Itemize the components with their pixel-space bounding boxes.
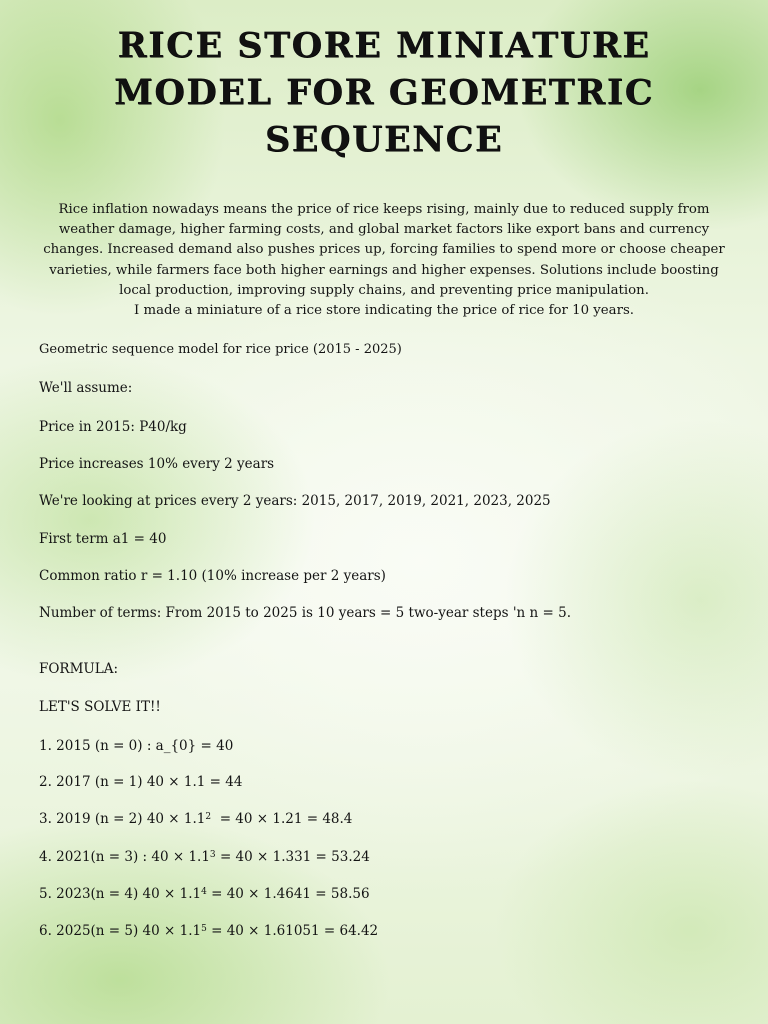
assume-label: We'll assume: (39, 380, 133, 396)
step-1: 1. 2015 (n = 0) : a_{0} = 40 (39, 738, 234, 754)
step-5-base: 5. 2023(n = 4) 40 × 1.1 (39, 886, 202, 902)
formula-label: FORMULA: (39, 661, 119, 677)
years-list: We're looking at prices every 2 years: 2015, 2017, 2019, 2021, 2023, 2025 (39, 493, 551, 509)
step-6-base: 6. 2025(n = 5) 40 × 1.1 (39, 923, 202, 939)
step-4-result: = 40 × 1.331 = 53.24 (215, 849, 370, 865)
step-3 (39, 810, 352, 828)
step-5 (39, 885, 370, 903)
step-4-exponent: 3 (209, 850, 216, 860)
step-6-exponent: 5 (201, 924, 207, 934)
number-of-terms: Number of terms: From 2015 to 2025 is 10 years = 5 two-year steps 'n n = 5. (39, 605, 571, 621)
title-line-2: MODEL FOR GEOMETRIC (114, 72, 654, 113)
step-5-exponent: 4 (201, 887, 207, 897)
step-3-base: 3. 2019 (n = 2) 40 × 1.1 (39, 811, 206, 827)
intro-paragraph: Rice inflation nowadays means the price of rice keeps rising, mainly due to reduced supply from weather damage, higher farming costs, and global market factors like export bans and currency changes. Increased demand also pushes prices up, forcing families to spend more or choose cheaper varieties, while farmers face both higher earnings and higher expenses. Solutions include boosting local production, improving supply chains, and preventing price manipulation. (43, 202, 725, 298)
step-2: 2. 2017 (n = 1) 40 × 1.1 = 44 (39, 774, 243, 790)
step-5-result: = 40 × 1.4641 = 58.56 (206, 886, 370, 902)
price-2015: Price in 2015: P40/kg (39, 419, 187, 435)
price-increase: Price increases 10% every 2 years (39, 456, 275, 472)
page-title (40, 22, 728, 163)
step-4-base: 4. 2021(n = 3) : 40 × 1.1 (39, 849, 210, 865)
solve-label: LET'S SOLVE IT!! (39, 699, 161, 715)
title-line-3: SEQUENCE (264, 119, 504, 160)
step-4 (39, 848, 370, 866)
step-3-result: = 40 × 1.21 = 48.4 (211, 811, 353, 827)
intro-section (38, 200, 730, 321)
title-line-1: RICE STORE MINIATURE (117, 25, 651, 66)
model-heading: Geometric sequence model for rice price (2015 - 2025) (39, 342, 402, 357)
step-3-exponent: 2 (205, 812, 212, 822)
step-6 (39, 922, 378, 940)
step-6-result: = 40 × 1.61051 = 64.42 (206, 923, 379, 939)
common-ratio: Common ratio r = 1.10 (10% increase per 2 years) (39, 568, 386, 584)
first-term: First term a1 = 40 (39, 531, 167, 547)
intro-note: I made a miniature of a rice store indicating the price of rice for 10 years. (133, 303, 635, 319)
